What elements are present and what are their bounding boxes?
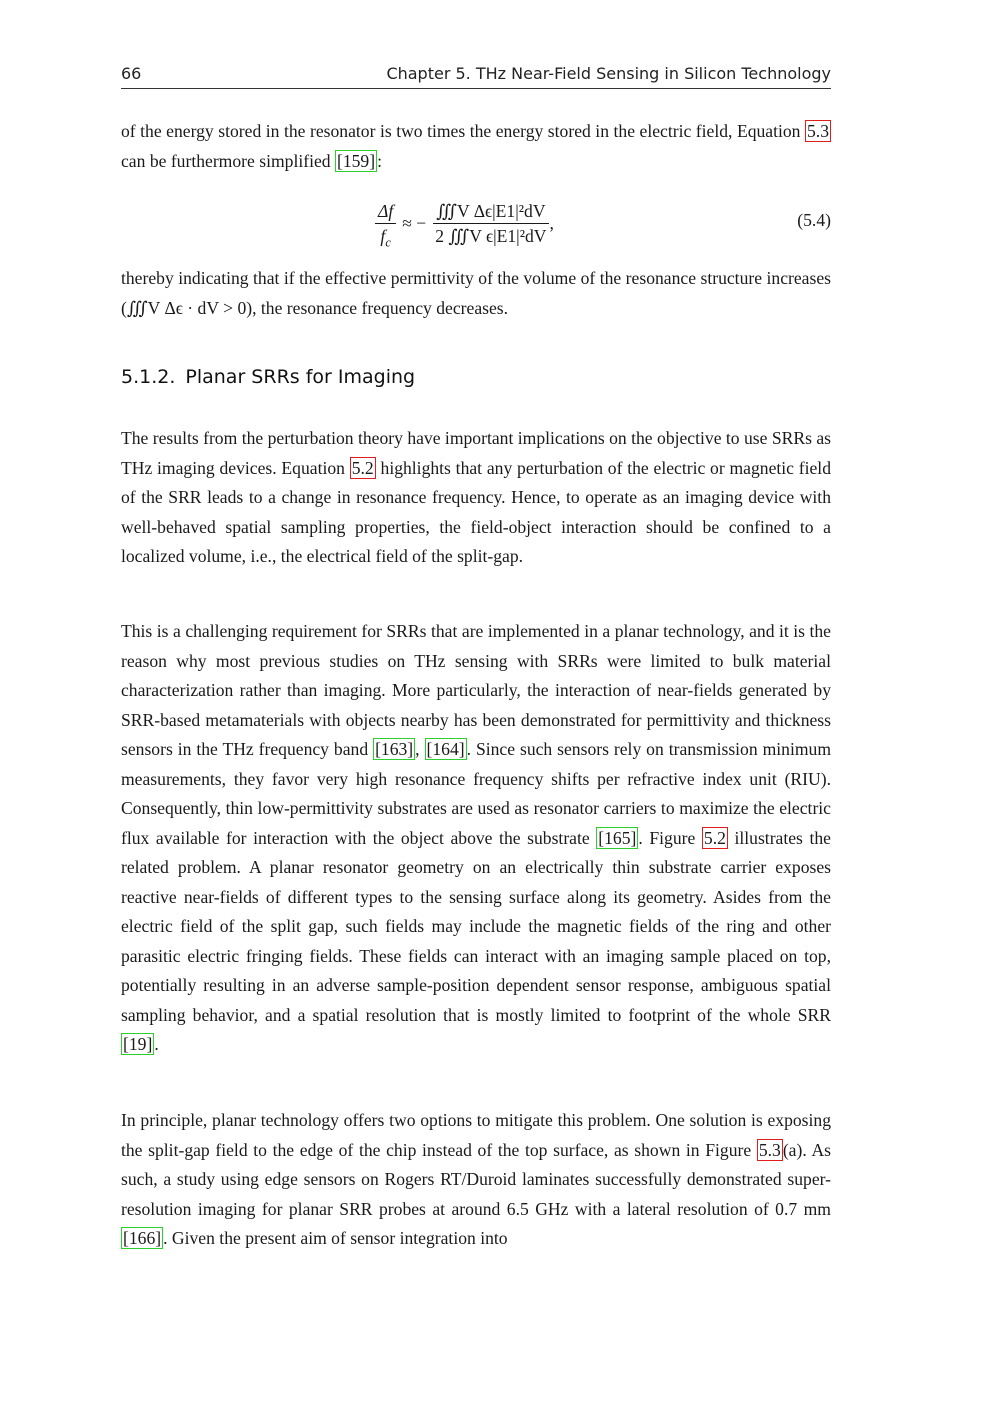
chapter-title: Chapter 5. THz Near-Field Sensing in Silicon Technology [386,64,831,83]
paragraph-2 [121,617,831,1060]
rhs-fraction [432,199,549,248]
lhs-num-text: Δf [378,200,394,221]
equation-trailing-comma: , [549,212,554,233]
intro-line-2a: Equation [736,121,805,141]
p2-text-f: . [154,1034,159,1054]
post-eq-line-2: increases (∭V Δϵ · dV > 0), the resonance frequency decreases. [121,268,831,318]
citation-link[interactable]: [164] [426,739,465,759]
figure-ref-link[interactable]: 5.2 [703,827,726,848]
p2-text-c: . Since such sensors rely on transmission minimum measurements, they favor very high resonance frequency shifts per refractive index unit (RIU). Consequently, thin low-permittivity substrates are used as resonator carriers to maximize the electric flux available for interaction with the object above the substrate [121,739,832,848]
citation-link[interactable]: [19] [123,1034,153,1054]
paragraph-3 [121,1106,831,1254]
figure-ref-link[interactable]: 5.3 [758,1139,781,1160]
citation-link[interactable]: [165] [598,827,637,848]
p3-text-a: In principle, planar technology offers two options to mitigate this problem. One solution is exposing the split-gap field to the edge of the chip instead of the top surface, as shown in Figure [121,1110,831,1160]
equation-ref-link[interactable]: 5.3 [807,121,829,141]
equation-number: (5.4) [797,210,831,230]
paragraph-1 [121,424,831,572]
p2-text-d: . Figure [638,827,702,848]
citation-link[interactable]: [159] [336,150,376,171]
p2-text-e: illustrates the related problem. A planar resonator geometry on an electrically thin substrate carrier exposes reactive near-fields of different types to the sensing surface along its geometry. Asides from the electric field of the split gap, such fields may include the magnetic fields of the ring and other parasitic electric fringing fields. These fields can interact with an imaging sample placed on top, potentially resulting in an adverse sample-position dependent sensor response, ambiguous spatial sampling behavior, and a spatial resolution that is mostly limited to footprint of the whole SRR [121,827,831,1025]
lhs-numerator [375,199,396,224]
approx-sign: ≈ − [402,212,427,233]
p3-text-c: . Given the present aim of sensor integration into [163,1228,508,1248]
citation-link[interactable]: [163] [375,739,414,759]
post-equation-paragraph [121,264,831,323]
intro-line-1: of the energy stored in the resonator is two times the energy stored in the electric field, [121,121,733,141]
lhs-denominator [377,224,393,248]
intro-paragraph [121,117,831,176]
page-number: 66 [121,64,142,83]
p3-text-b: (a). As such, a study using edge sensors on Rogers RT/Duroid laminates successfully demonstrated super-resolution imaging for planar SRR probes at around 6.5 GHz with a lateral resolution of 0.7 mm [121,1139,831,1219]
intro-line-2c: : [377,150,382,171]
section-title: Planar SRRs for Imaging [185,366,416,388]
lhs-den-sub: c [385,235,391,250]
section-heading [121,366,415,388]
lhs-fraction [375,199,396,248]
lhs-den-text: f [380,225,386,246]
rhs-denominator: 2 ∭V ϵ|E1|²dV [435,225,547,246]
intro-line-2b: can be furthermore simplified [121,150,335,171]
p2-text-b: , [415,739,425,759]
figure-ref-link[interactable]: 5.2 [351,457,374,478]
equation-5-4 [121,194,831,252]
p1-text-a: The results from the perturbation theory have important implications on the objective to use SRRs as THz imaging devices. Equation [121,428,831,478]
rhs-numerator: ∭V Δϵ|E1|²dV [433,199,548,224]
citation-link[interactable]: [166] [123,1228,162,1248]
section-number: 5.1.2. [121,366,176,388]
p2-text-a: This is a challenging requirement for SRRs that are implemented in a planar technology, and it is the reason why most previous studies on THz sensing with SRRs were limited to bulk material characterization rather than imaging. More particularly, the interaction of near-fields generated by SRR-based metamaterials with objects nearby has been demonstrated for permittivity and thickness sensors in the THz frequency band [121,621,831,759]
post-eq-line-1: thereby indicating that if the effective permittivity of the volume of the resonance structure [121,268,763,288]
p1-text-b: highlights that any perturbation of the electric or magnetic field of the SRR leads to a change in resonance frequency. Hence, to operate as an imaging device with well-behaved spatial sampling properties, the field-object interaction should be confined to a localized volume, i.e., the electrical field of the split-gap. [121,457,831,566]
running-header [121,62,831,89]
equation-body [375,194,554,252]
